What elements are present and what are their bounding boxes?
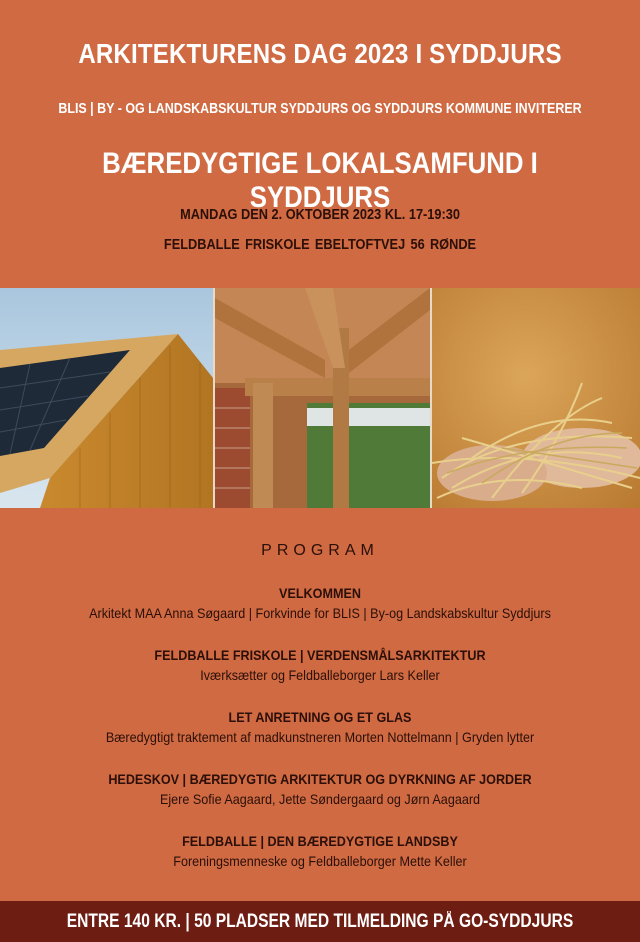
program-item-speaker: Ejere Sofie Aagaard, Jette Søndergaard og Jørn Aagaard	[159, 791, 481, 807]
program-item-speaker: Iværksætter og Feldballeborger Lars Keller	[200, 667, 440, 683]
theme-title: BÆREDYGTIGE LOKALSAMFUND I SYDDJURS	[102, 147, 538, 214]
program-item-speaker: Bæredygtigt traktement af madkunstneren Morten Nottelmann | Gryden lytter	[105, 729, 535, 745]
program-item	[0, 709, 640, 771]
photo-solar-house	[0, 288, 213, 508]
program-item	[0, 833, 640, 895]
program-item	[0, 771, 640, 833]
poster-header	[0, 0, 640, 288]
invitation-line: BLIS | BY - OG LANDSKABSKULTUR SYDDJURS OG SYDDJURS KOMMUNE INVITERER	[58, 101, 582, 117]
program-item-title: HEDESKOV | BÆREDYGTIG ARKITEKTUR OG DYRKNING AF JORDER	[108, 771, 532, 787]
footer-banner	[0, 901, 640, 942]
program-item-title: VELKOMMEN	[279, 585, 361, 601]
program-item-speaker: Arkitekt MAA Anna Søgaard | Forkvinde for BLIS | By-og Landskabskultur Syddjurs	[89, 605, 551, 621]
program-item-title: FELDBALLE | DEN BÆREDYGTIGE LANDSBY	[182, 833, 458, 849]
program-list	[0, 585, 640, 895]
program-heading: PROGRAM	[261, 542, 379, 559]
photo-strip	[0, 288, 640, 508]
program-item-title: FELDBALLE FRISKOLE | VERDENSMÅLSARKITEKTUR	[154, 647, 486, 663]
event-title: ARKITEKTURENS DAG 2023 I SYDDJURS	[78, 38, 562, 69]
footer-text: ENTRE 140 KR. | 50 PLADSER MED TILMELDING PÅ GO-SYDDJURS	[66, 911, 574, 932]
program-item-speaker: Foreningsmenneske og Feldballeborger Mette Keller	[173, 853, 467, 869]
program-item-title: LET ANRETNING OG ET GLAS	[228, 709, 412, 725]
program-item	[0, 585, 640, 647]
event-date: MANDAG DEN 2. OKTOBER 2023 KL. 17-19:30	[180, 207, 460, 223]
event-venue: FELDBALLE FRISKOLE EBELTOFTVEJ 56 RØNDE	[163, 237, 477, 253]
program-item	[0, 647, 640, 709]
photo-timber-pavilion	[213, 288, 432, 508]
photo-straw-hands	[432, 288, 640, 508]
